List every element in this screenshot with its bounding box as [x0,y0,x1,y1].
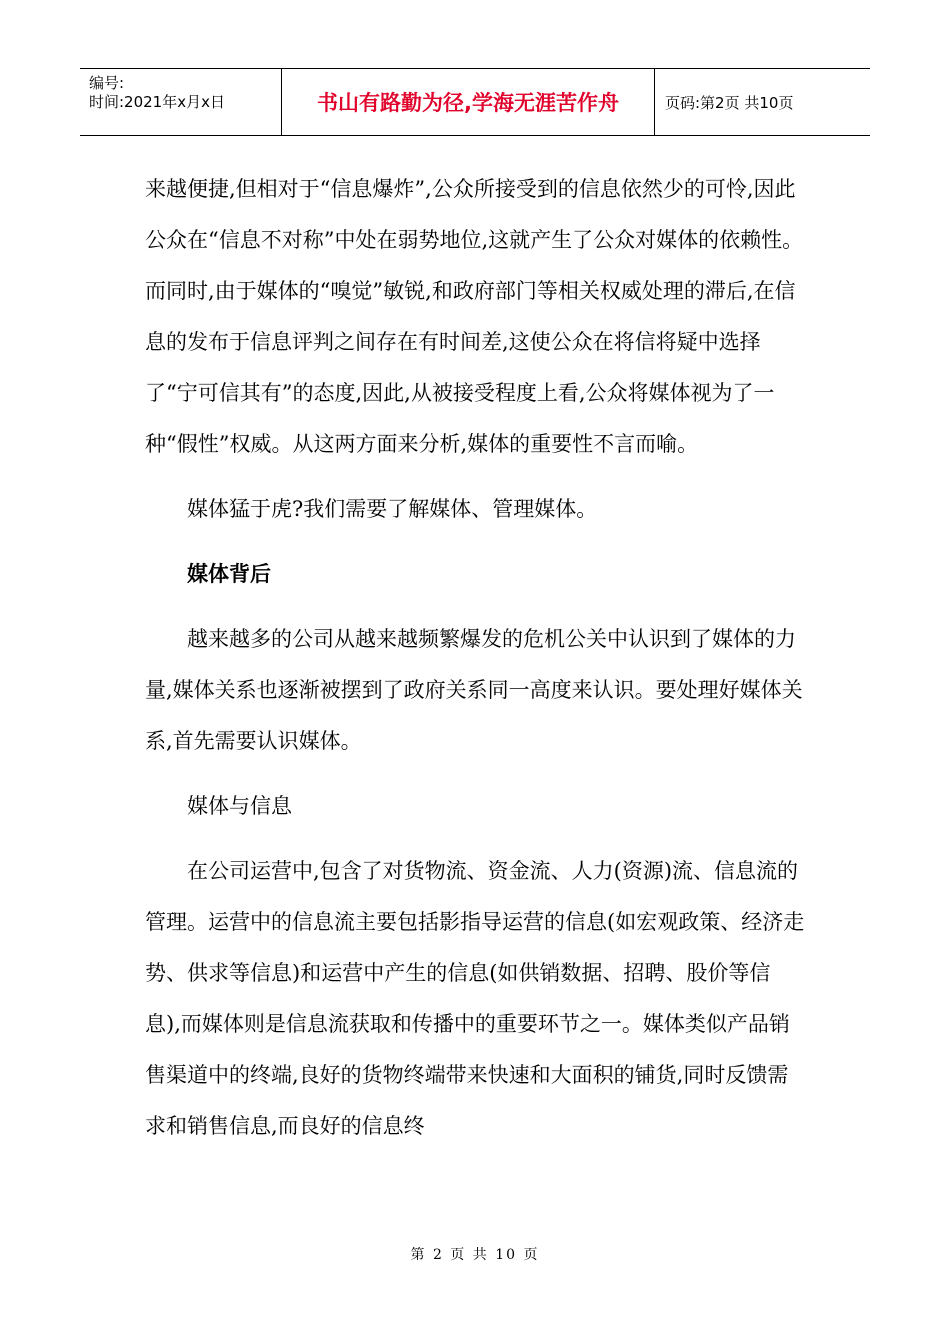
paragraph: 在公司运营中,包含了对货物流、资金流、人力(资源)流、信息流的管理。运营中的信息流主要包括影指导运营的信息(如宏观政策、经济走势、供求等信息)和运营中产生的信息(如供销数据、招聘、股价等信息),而媒体则是信息流获取和传播中的重要环节之一。媒体类似产品销售渠道中的终端,良好的货物终端带来快速和大面积的铺货,同时反馈需求和销售信息,而良好的信息终 [145,859,805,1138]
document-number-label: 编号: [89,74,125,92]
page-footer: 第 2 页 共 10 页 [410,1247,540,1263]
paragraph-continued: 来越便捷,但相对于“信息爆炸”,公众所接受到的信息依然少的可怜,因此公众在“信息不对称”中处在弱势地位,这就产生了公众对媒体的依赖性。而同时,由于媒体的“嗅觉”敏锐,和政府部门等相关权威处理的滞后,在信息的发布于信息评判之间存在有时间差,这使公众在将信将疑中选择了“宁可信其有”的态度,因此,从被接受程度上看,公众将媒体视为了一种“假性”权威。从这两方面来分析,媒体的重要性不言而喻。 [145,177,804,456]
page-header [80,68,870,136]
document-body [145,164,805,1152]
paragraph: 越来越多的公司从越来越频繁爆发的危机公关中认识到了媒体的力量,媒体关系也逐渐被摆到了政府关系同一高度来认识。要处理好媒体关系,首先需要认识媒体。 [145,627,803,753]
subsection-heading: 媒体与信息 [187,794,292,818]
header-meta [80,69,282,135]
section-heading: 媒体背后 [187,562,271,586]
header-page-number: 页码:第2页 共10页 [665,93,794,112]
paragraph: 媒体猛于虎?我们需要了解媒体、管理媒体。 [187,497,598,521]
header-motto: 书山有路勤为径,学海无涯苦作舟 [282,69,655,135]
document-date: 时间:2021年x月x日 [89,93,225,111]
